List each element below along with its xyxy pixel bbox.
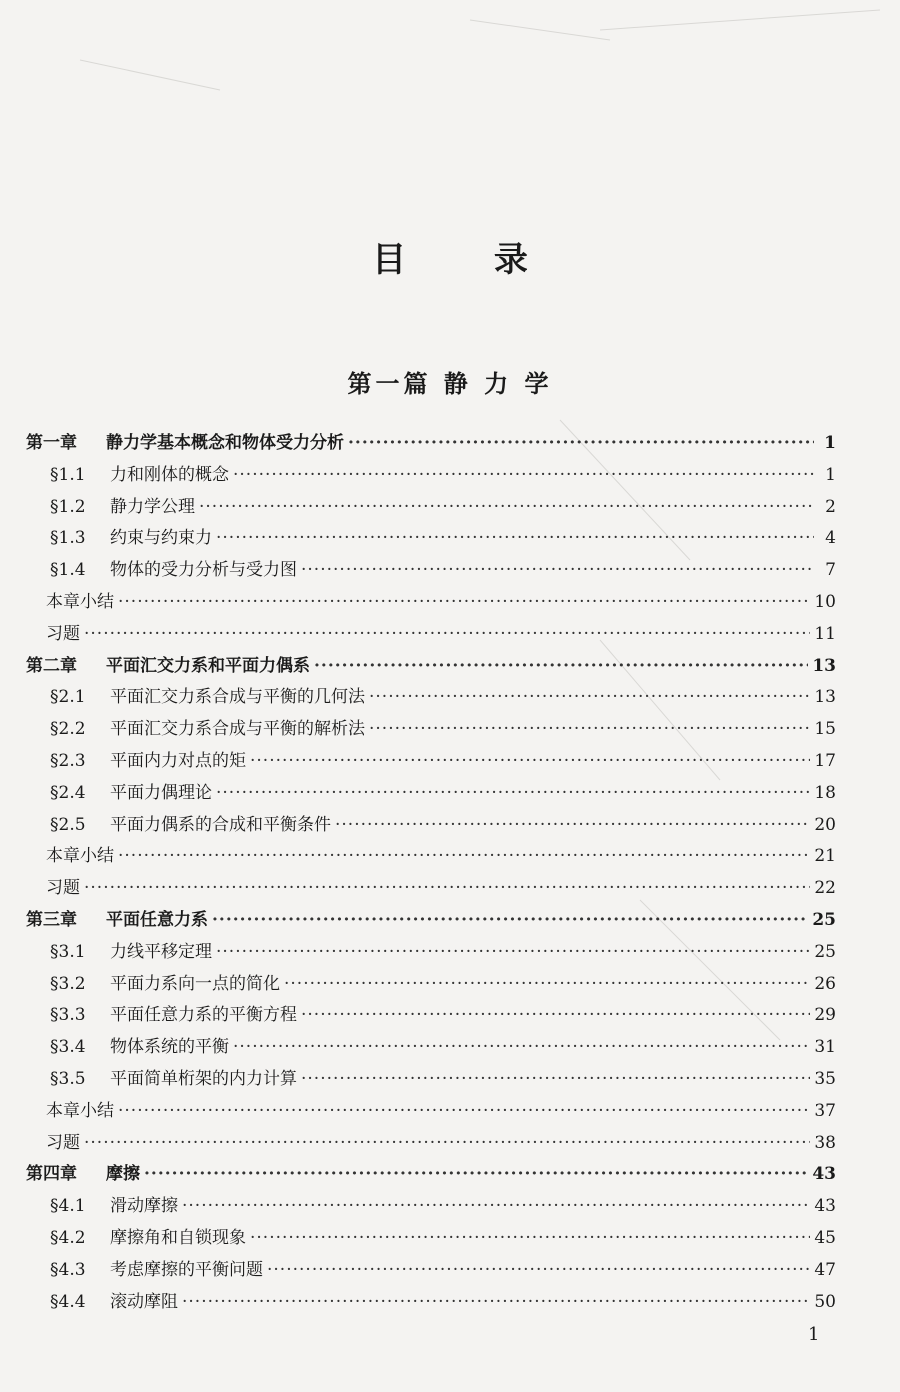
toc-section-entry[interactable]	[50, 967, 836, 1001]
entry-number: §4.1	[50, 1196, 86, 1217]
entry-number: 第四章	[26, 1164, 77, 1185]
toc-section-entry[interactable]	[50, 744, 836, 778]
dot-leader	[233, 458, 814, 492]
entry-page-number: 20	[814, 814, 836, 835]
entry-number: §3.5	[50, 1069, 86, 1089]
dot-leader	[216, 776, 810, 810]
entry-page-number: 1	[824, 433, 836, 453]
entry-number: §1.3	[50, 528, 86, 549]
toc-section-entry[interactable]	[50, 1062, 836, 1096]
page-number: 1	[808, 1324, 820, 1345]
entry-label: 平面任意力系的平衡方程	[110, 1005, 297, 1026]
part-title: 第一篇 静 力 学	[347, 369, 553, 398]
dot-leader	[284, 967, 810, 1001]
entry-number: §3.4	[50, 1037, 86, 1058]
entry-number: 第一章	[26, 433, 77, 453]
entry-page-number: 50	[814, 1291, 836, 1312]
entry-page-number: 21	[814, 846, 836, 867]
entry-label: 平面简单桁架的内力计算	[110, 1069, 297, 1089]
toc-section-entry[interactable]	[50, 1221, 836, 1255]
toc-chapter-entry[interactable]	[26, 649, 836, 683]
entry-label: 平面力偶理论	[110, 782, 212, 803]
entry-page-number: 10	[814, 592, 836, 612]
entry-number: §1.4	[50, 560, 86, 581]
toc-chapter-entry[interactable]	[26, 426, 836, 460]
entry-label: 静力学公理	[110, 496, 195, 517]
entry-label: 平面任意力系	[106, 910, 208, 930]
entry-page-number: 38	[814, 1132, 836, 1153]
dot-leader	[216, 521, 814, 555]
entry-label: 约束与约束力	[110, 528, 212, 549]
toc-summary-entry[interactable]	[46, 839, 836, 873]
entry-label: 物体系统的平衡	[110, 1037, 229, 1058]
entry-page-number: 11	[814, 623, 836, 644]
entry-label: 考虑摩擦的平衡问题	[110, 1259, 263, 1280]
entry-label: 本章小结	[46, 592, 114, 612]
dot-leader	[216, 935, 810, 969]
entry-page-number: 1	[825, 464, 836, 485]
dot-leader	[348, 426, 814, 460]
dot-leader	[301, 998, 810, 1032]
toc-summary-entry[interactable]	[46, 1126, 836, 1160]
toc-chapter-entry[interactable]	[26, 903, 836, 937]
toc-section-entry[interactable]	[50, 490, 836, 524]
entry-number: 第三章	[26, 910, 77, 930]
entry-label: 摩擦	[106, 1164, 140, 1185]
entry-number: §4.4	[50, 1291, 86, 1312]
dot-leader	[314, 649, 808, 683]
entry-page-number: 31	[814, 1037, 836, 1058]
dot-leader	[369, 680, 810, 714]
toc-summary-entry[interactable]	[46, 617, 836, 651]
entry-page-number: 37	[814, 1100, 836, 1121]
toc-section-entry[interactable]	[50, 776, 836, 810]
entry-label: 滚动摩阻	[110, 1291, 178, 1312]
entry-label: 平面汇交力系合成与平衡的解析法	[110, 719, 365, 740]
entry-page-number: 26	[814, 973, 836, 994]
dot-leader	[233, 1030, 810, 1064]
dot-leader	[182, 1189, 810, 1223]
toc-section-entry[interactable]	[50, 680, 836, 714]
entry-label: 物体的受力分析与受力图	[110, 560, 297, 581]
toc-section-entry[interactable]	[50, 998, 836, 1032]
entry-number: §2.1	[50, 687, 86, 708]
entry-label: 力和刚体的概念	[110, 464, 229, 485]
entry-page-number: 25	[812, 910, 836, 930]
entry-page-number: 43	[814, 1196, 836, 1217]
entry-page-number: 25	[814, 941, 836, 962]
toc-summary-entry[interactable]	[46, 1094, 836, 1128]
dot-leader	[212, 903, 808, 937]
entry-label: 平面汇交力系合成与平衡的几何法	[110, 687, 365, 708]
entry-number: §2.4	[50, 782, 86, 803]
dot-leader	[84, 617, 810, 651]
entry-page-number: 7	[825, 560, 836, 581]
entry-page-number: 2	[825, 496, 836, 517]
dot-leader	[118, 585, 810, 619]
entry-label: 力线平移定理	[110, 941, 212, 962]
entry-label: 习题	[46, 1132, 80, 1153]
entry-page-number: 17	[814, 751, 836, 771]
toc-section-entry[interactable]	[50, 808, 836, 842]
entry-page-number: 35	[814, 1069, 836, 1089]
entry-number: §4.2	[50, 1228, 86, 1248]
entry-page-number: 18	[814, 782, 836, 803]
entry-label: 滑动摩擦	[110, 1196, 178, 1217]
toc-section-entry[interactable]	[50, 712, 836, 746]
toc-section-entry[interactable]	[50, 553, 836, 587]
entry-label: 平面力系向一点的简化	[110, 973, 280, 994]
toc-section-entry[interactable]	[50, 521, 836, 555]
toc-chapter-entry[interactable]	[26, 1157, 836, 1191]
dot-leader	[118, 839, 810, 873]
dot-leader	[301, 1062, 810, 1096]
entry-page-number: 29	[814, 1005, 836, 1026]
toc-section-entry[interactable]	[50, 1030, 836, 1064]
entry-number: §3.1	[50, 941, 86, 962]
entry-label: 平面汇交力系和平面力偶系	[106, 655, 310, 676]
entry-page-number: 43	[812, 1164, 836, 1185]
entry-page-number: 45	[814, 1228, 836, 1248]
dot-leader	[84, 1126, 810, 1160]
entry-number: 第二章	[26, 655, 77, 676]
entry-label: 习题	[46, 878, 80, 899]
entry-page-number: 13	[812, 655, 836, 676]
dot-leader	[182, 1285, 810, 1319]
entry-label: 本章小结	[46, 846, 114, 867]
entry-label: 静力学基本概念和物体受力分析	[106, 433, 344, 453]
toc-section-entry[interactable]	[50, 1189, 836, 1223]
entry-page-number: 13	[814, 687, 836, 708]
dot-leader	[250, 744, 810, 778]
entry-page-number: 22	[814, 878, 836, 899]
toc-section-entry[interactable]	[50, 1253, 836, 1287]
toc-section-entry[interactable]	[50, 1285, 836, 1319]
entry-page-number: 15	[814, 719, 836, 740]
toc-title: 目 录	[372, 240, 566, 280]
entry-number: §2.3	[50, 751, 86, 771]
entry-label: 本章小结	[46, 1100, 114, 1121]
toc-section-entry[interactable]	[50, 458, 836, 492]
entry-page-number: 47	[814, 1259, 836, 1280]
entry-label: 平面力偶系的合成和平衡条件	[110, 814, 331, 835]
toc-summary-entry[interactable]	[46, 871, 836, 905]
entry-label: 平面内力对点的矩	[110, 751, 246, 771]
dot-leader	[84, 871, 810, 905]
dot-leader	[335, 808, 810, 842]
entry-number: §4.3	[50, 1259, 86, 1280]
entry-number: §3.3	[50, 1005, 86, 1026]
entry-number: §1.2	[50, 496, 86, 517]
dot-leader	[118, 1094, 810, 1128]
dot-leader	[250, 1221, 810, 1255]
dot-leader	[144, 1157, 808, 1191]
dot-leader	[199, 490, 814, 524]
dot-leader	[301, 553, 814, 587]
entry-number: §1.1	[50, 464, 86, 485]
entry-number: §2.5	[50, 814, 86, 835]
dot-leader	[267, 1253, 810, 1287]
entry-number: §2.2	[50, 719, 86, 740]
toc-summary-entry[interactable]	[46, 585, 836, 619]
toc-section-entry[interactable]	[50, 935, 836, 969]
entry-number: §3.2	[50, 973, 86, 994]
entry-label: 习题	[46, 623, 80, 644]
entry-page-number: 4	[825, 528, 836, 549]
entry-label: 摩擦角和自锁现象	[110, 1228, 246, 1248]
dot-leader	[369, 712, 810, 746]
